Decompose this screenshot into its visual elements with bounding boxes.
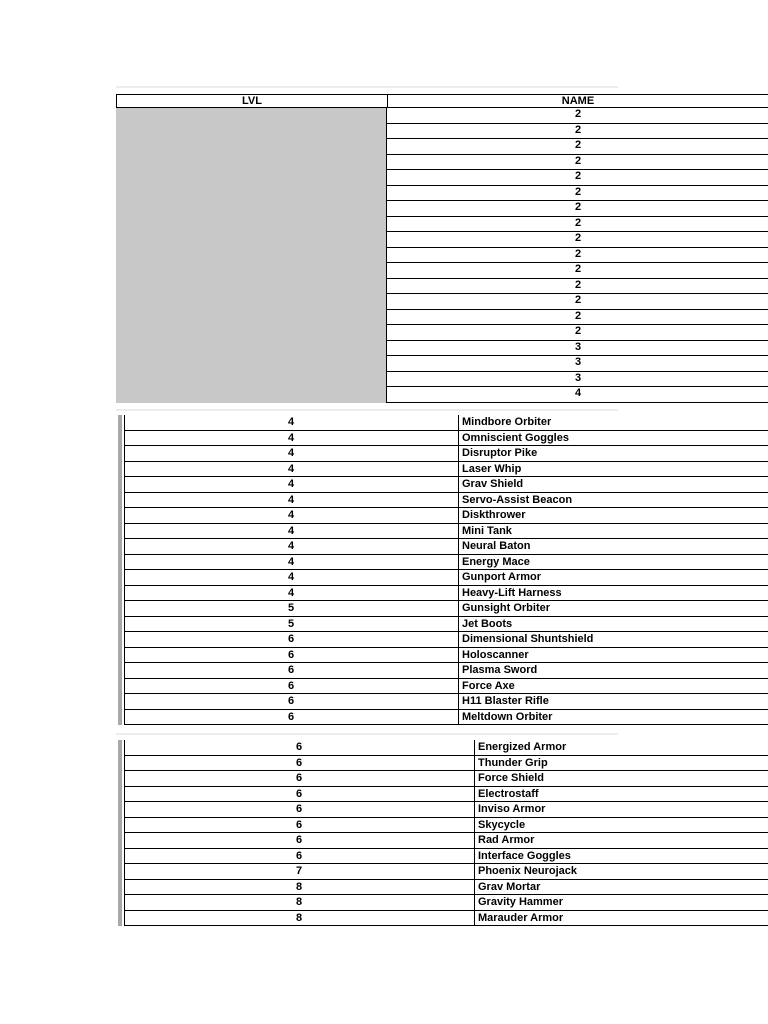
table-row bbox=[124, 833, 768, 849]
level-cell: 4 bbox=[287, 524, 295, 537]
table-row: 2 bbox=[387, 201, 768, 217]
item-name-cell: Force Axe bbox=[458, 679, 768, 694]
level-cell: 6 bbox=[295, 803, 303, 815]
item-name-cell: Servo-Assist Beacon bbox=[458, 493, 768, 508]
level-cell: 4 bbox=[287, 509, 295, 521]
table-row bbox=[124, 632, 768, 648]
level-cell: 6 bbox=[295, 834, 303, 846]
item-name-cell: Mindbore Orbiter bbox=[458, 415, 768, 430]
level-cell: 6 bbox=[287, 695, 295, 707]
shaded-cell-block bbox=[116, 108, 386, 403]
table-row: 2 bbox=[387, 232, 768, 248]
level-cell: 6 bbox=[295, 741, 303, 753]
item-name-cell: Energy Mace bbox=[458, 555, 768, 570]
item-name-cell: Grav Shield bbox=[458, 477, 768, 492]
table-row bbox=[124, 601, 768, 617]
table-row bbox=[124, 802, 768, 818]
table-row: 4 bbox=[387, 387, 768, 403]
level-column bbox=[386, 108, 768, 403]
table-row: 2 bbox=[387, 325, 768, 341]
table-row bbox=[124, 446, 768, 462]
level-cell: 6 bbox=[295, 849, 303, 862]
table-row bbox=[124, 555, 768, 571]
table-row bbox=[124, 710, 768, 726]
level-cell: 7 bbox=[295, 865, 303, 877]
item-name-cell: Heavy-Lift Harness bbox=[458, 586, 768, 601]
item-name-cell: Diskthrower bbox=[458, 508, 768, 523]
table-row bbox=[124, 524, 768, 540]
table-row bbox=[124, 415, 768, 431]
level-cell: 4 bbox=[287, 462, 295, 475]
page-divider bbox=[116, 409, 618, 411]
level-cell: 8 bbox=[295, 880, 303, 893]
level-cell: 4 bbox=[287, 555, 295, 568]
table-row bbox=[124, 617, 768, 633]
item-name-cell: Marauder Armor bbox=[474, 911, 768, 926]
table-row bbox=[124, 493, 768, 509]
row-gutter-bar bbox=[118, 415, 122, 725]
table-row bbox=[124, 508, 768, 524]
row-gutter-bar bbox=[118, 740, 122, 926]
level-cell: 4 bbox=[287, 416, 295, 428]
table-row: 2 bbox=[387, 170, 768, 186]
lvl-column-header: LVL bbox=[117, 95, 388, 107]
table-row bbox=[124, 477, 768, 493]
table-row bbox=[124, 462, 768, 478]
item-name-cell: H11 Blaster Rifle bbox=[458, 694, 768, 709]
item-name-cell: Meltdown Orbiter bbox=[458, 710, 768, 725]
level-cell: 8 bbox=[295, 911, 303, 924]
level-cell: 6 bbox=[295, 772, 303, 784]
table-row bbox=[124, 648, 768, 664]
level-cell: 8 bbox=[295, 896, 303, 908]
item-name-cell: Electrostaff bbox=[474, 787, 768, 802]
level-cell: 6 bbox=[295, 818, 303, 831]
table-row bbox=[124, 849, 768, 865]
equipment-table-part-2 bbox=[124, 415, 768, 725]
item-name-cell: Gunsight Orbiter bbox=[458, 601, 768, 616]
level-cell: 5 bbox=[287, 602, 295, 614]
item-name-cell: Mini Tank bbox=[458, 524, 768, 539]
table-row bbox=[124, 679, 768, 695]
item-name-cell: Omniscient Goggles bbox=[458, 431, 768, 446]
table-row: 2 bbox=[387, 124, 768, 140]
table-row bbox=[124, 431, 768, 447]
level-cell: 6 bbox=[287, 633, 295, 645]
table-row bbox=[124, 586, 768, 602]
table-row: 3 bbox=[387, 341, 768, 357]
item-name-cell: Disruptor Pike bbox=[458, 446, 768, 461]
item-name-cell: Holoscanner bbox=[458, 648, 768, 663]
item-name-cell: Laser Whip bbox=[458, 462, 768, 477]
table-row bbox=[124, 864, 768, 880]
level-cell: 6 bbox=[287, 710, 295, 723]
level-cell: 4 bbox=[287, 586, 295, 599]
level-cell: 4 bbox=[287, 571, 295, 583]
item-name-cell: Neural Baton bbox=[458, 539, 768, 554]
level-cell: 4 bbox=[287, 493, 295, 506]
item-name-cell: Phoenix Neurojack bbox=[474, 864, 768, 879]
table-row bbox=[124, 740, 768, 756]
item-name-cell: Plasma Sword bbox=[458, 663, 768, 678]
table-row: 2 bbox=[387, 139, 768, 155]
item-name-cell: Rad Armor bbox=[474, 833, 768, 848]
item-name-cell: Jet Boots bbox=[458, 617, 768, 632]
item-name-cell: Grav Mortar bbox=[474, 880, 768, 895]
item-name-cell: Dimensional Shuntshield bbox=[458, 632, 768, 647]
table-row: 3 bbox=[387, 372, 768, 388]
item-name-cell: Skycycle bbox=[474, 818, 768, 833]
table-row: 2 bbox=[387, 310, 768, 326]
name-column-header: NAME bbox=[561, 95, 595, 107]
item-name-cell: Force Shield bbox=[474, 771, 768, 786]
table-row: 3 bbox=[387, 356, 768, 372]
table-row bbox=[124, 663, 768, 679]
table-row: 2 bbox=[387, 217, 768, 233]
equipment-table-part-3 bbox=[124, 740, 768, 926]
table-row: 2 bbox=[387, 263, 768, 279]
table-row bbox=[124, 895, 768, 911]
item-name-cell: Gunport Armor bbox=[458, 570, 768, 585]
table-row: 2 bbox=[387, 186, 768, 202]
table-row: 2 bbox=[387, 155, 768, 171]
page-divider bbox=[116, 86, 618, 88]
table-row bbox=[124, 771, 768, 787]
level-cell: 4 bbox=[287, 431, 295, 444]
level-cell: 4 bbox=[287, 447, 295, 459]
level-cell: 4 bbox=[287, 478, 295, 490]
table-row: 2 bbox=[387, 248, 768, 264]
table-row bbox=[124, 570, 768, 586]
level-cell: 4 bbox=[287, 540, 295, 552]
item-name-cell: Gravity Hammer bbox=[474, 895, 768, 910]
table-row: 2 bbox=[387, 279, 768, 295]
table-row: 2 bbox=[387, 294, 768, 310]
level-cell: 6 bbox=[295, 787, 303, 800]
table-row bbox=[124, 694, 768, 710]
table-row bbox=[124, 539, 768, 555]
table-row bbox=[124, 756, 768, 772]
table-row bbox=[124, 911, 768, 927]
item-name-cell: Thunder Grip bbox=[474, 756, 768, 771]
level-cell: 6 bbox=[287, 679, 295, 692]
level-cell: 6 bbox=[287, 664, 295, 676]
page-divider bbox=[116, 733, 618, 735]
level-cell: 6 bbox=[287, 648, 295, 661]
level-cell: 5 bbox=[287, 617, 295, 630]
table-row bbox=[124, 880, 768, 896]
table-row: 2 bbox=[387, 108, 768, 124]
table-row bbox=[124, 818, 768, 834]
table-header bbox=[116, 94, 768, 108]
item-name-cell: Inviso Armor bbox=[474, 802, 768, 817]
item-name-cell: Energized Armor bbox=[474, 740, 768, 755]
level-cell: 6 bbox=[295, 756, 303, 769]
table-row bbox=[124, 787, 768, 803]
item-name-cell: Interface Goggles bbox=[474, 849, 768, 864]
